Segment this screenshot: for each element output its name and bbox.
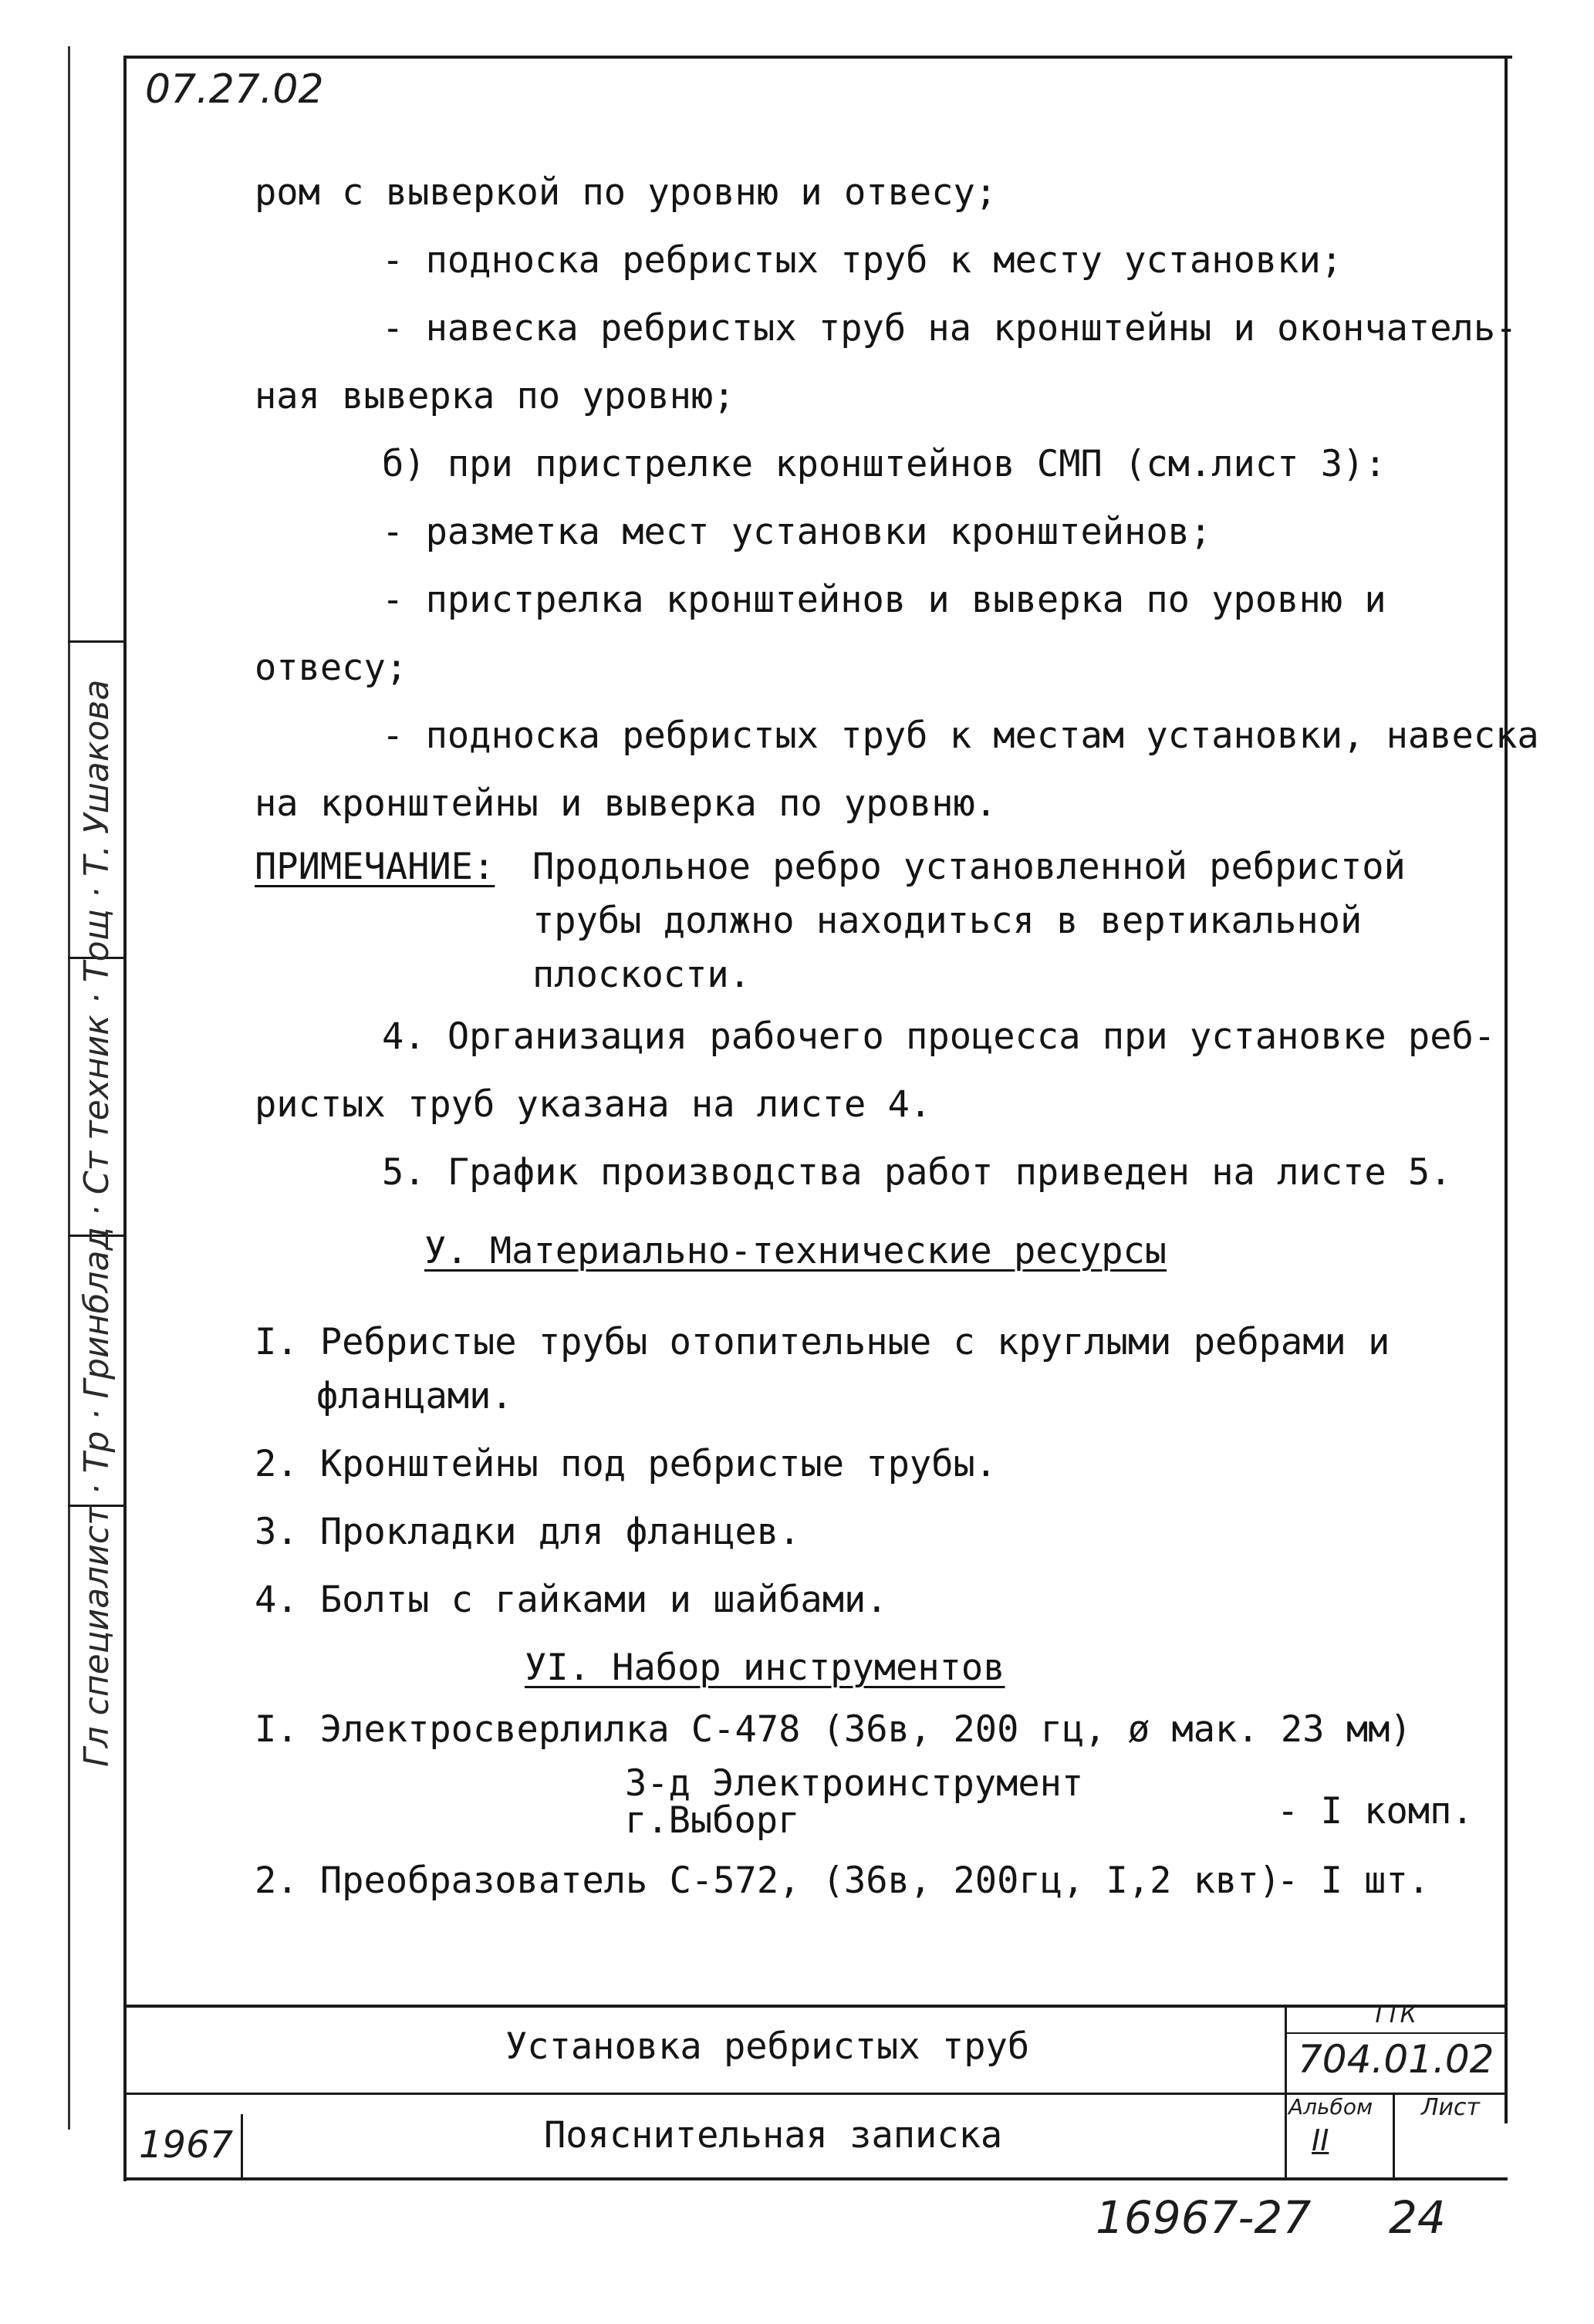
tool-1-qty: - I комп. <box>1277 1790 1474 1833</box>
document-code: 07.27.02 <box>145 66 324 113</box>
side-stamp-text: Гл специалист · Тр · Гринблад · Ст техник · Тощ · Т. Ушакова <box>77 679 117 1767</box>
footer-page-number: 24 <box>1389 2191 1446 2244</box>
body-line-1: ром с выверкой по уровню и отвесу; <box>255 171 998 214</box>
item-4: 4. Организация рабочего процесса при установке реб- <box>382 1015 1496 1058</box>
frame-right-border <box>1505 56 1508 2123</box>
section-v-item-4: 4. Болты с гайками и шайбами. <box>255 1579 888 1621</box>
section-v-item-1-cont: фланцами. <box>316 1375 513 1417</box>
title-block-subtitle: Пояснительная записка <box>544 2114 1003 2157</box>
body-line-4: ная выверка по уровню; <box>255 375 735 417</box>
body-line-3: - навеска ребристых труб на кронштейны и окончатель- <box>382 307 1518 350</box>
title-block-bottom <box>123 2177 1508 2180</box>
year: 1967 <box>139 2123 234 2167</box>
section-v-heading: У. Материально-технические ресурсы <box>424 1230 1167 1272</box>
tool-1-maker-line-1: З-д Электроинструмент <box>625 1762 1084 1805</box>
title-block-ttk-underline <box>1285 2032 1508 2034</box>
section-v-item-3: 3. Прокладки для фланцев. <box>255 1511 801 1553</box>
album-label: Альбом <box>1288 2094 1373 2120</box>
section-vi-heading: УI. Набор инструментов <box>525 1647 1005 1689</box>
item-5: 5. График производства работ приведен на листе 5. <box>382 1151 1452 1194</box>
title-block-divider-album <box>1393 2093 1395 2177</box>
body-line-6: - разметка мест установки кронштейнов; <box>382 511 1212 553</box>
ttk-number: 704.01.02 <box>1298 2037 1494 2082</box>
note-line-3: плоскости. <box>532 954 751 996</box>
section-v-item-2: 2. Кронштейны под ребристые трубы. <box>255 1443 998 1485</box>
body-line-5: б) при пристрелке кронштейнов СМП (см.лист 3): <box>382 443 1386 485</box>
tool-2-qty: - I шт. <box>1277 1860 1430 1902</box>
ttk-label: ТТК <box>1372 2001 1417 2028</box>
note-line-1: Продольное ребро установленной ребристой <box>532 846 1406 888</box>
body-line-7: - пристрелка кронштейнов и выверка по уровню и <box>382 579 1386 621</box>
title-block-top <box>123 2005 1508 2008</box>
body-line-2: - подноска ребристых труб к месту установки; <box>382 239 1343 282</box>
side-divider-1 <box>68 640 123 643</box>
frame-left-border <box>123 56 127 2181</box>
note-line-2: трубы должно находиться в вертикальной <box>532 900 1363 942</box>
outer-left-border <box>68 46 70 2130</box>
title-block-title: Установка ребристых труб <box>505 2025 1030 2068</box>
album-value: II <box>1312 2123 1329 2157</box>
tool-2: 2. Преобразователь С-572, (36в, 200гц, I,2 квт) <box>255 1860 1281 1902</box>
body-line-10: на кронштейны и выверка по уровню. <box>255 782 998 825</box>
tool-1-maker-line-2: г.Выборг <box>625 1799 800 1842</box>
section-v-item-1: I. Ребристые трубы отопительные с круглыми ребрами и <box>255 1321 1390 1363</box>
body-line-8: отвесу; <box>255 647 408 689</box>
title-block-divider-year <box>241 2114 243 2177</box>
frame-top-border <box>123 56 1512 59</box>
body-line-9: - подноска ребристых труб к местам установки, навеска <box>382 714 1539 757</box>
note-label: ПРИМЕЧАНИЕ: <box>255 846 495 888</box>
sheet-label: Лист <box>1421 2094 1481 2121</box>
tool-1: I. Электросверлилка С-478 (36в, 200 гц, ø мак. 23 мм) <box>255 1708 1412 1751</box>
footer-number: 16967-27 <box>1096 2191 1312 2244</box>
title-block-divider-right <box>1285 2005 1287 2177</box>
item-4-cont: ристых труб указана на листе 4. <box>255 1083 932 1126</box>
